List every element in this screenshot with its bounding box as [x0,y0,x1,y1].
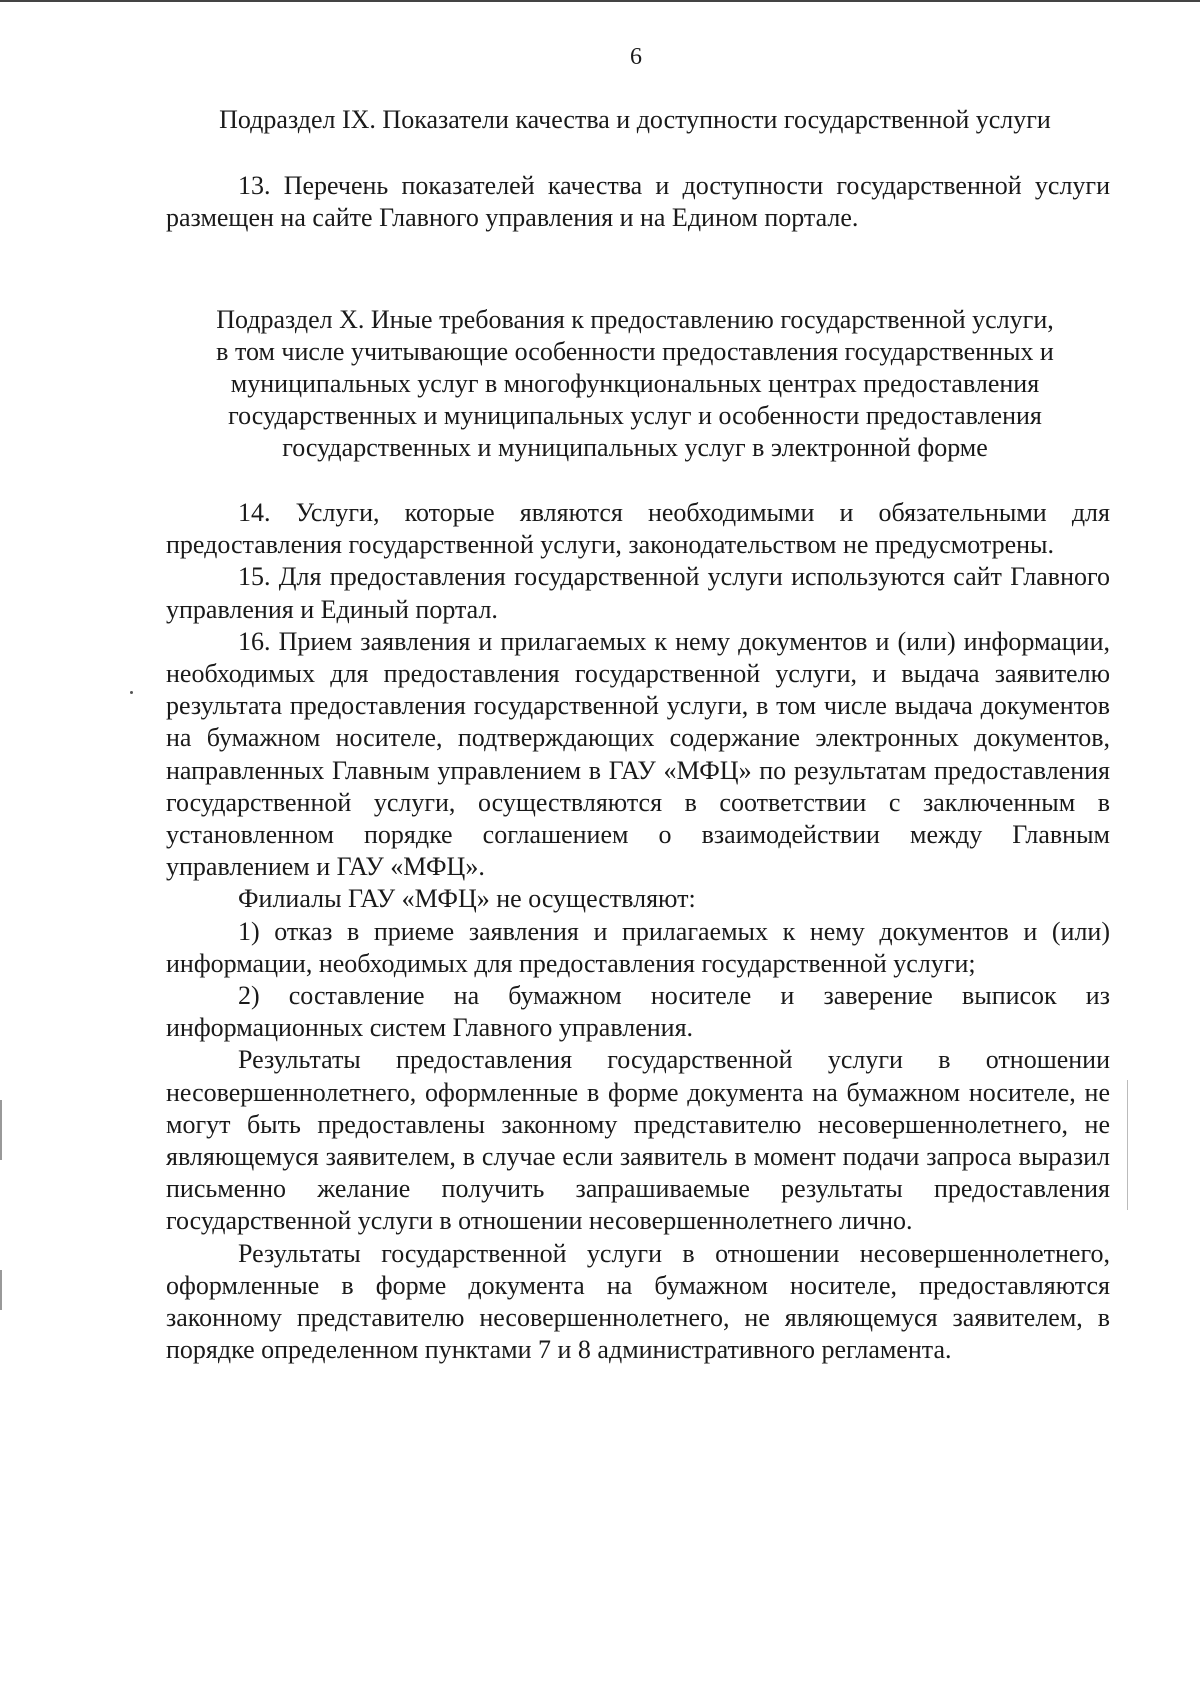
section-x-heading-line: государственных и муниципальных услуг в электронной форме [282,433,988,462]
section-x-heading-line: в том числе учитывающие особенности предоставления государственных и [216,337,1054,366]
scan-edge-mark [1127,1080,1128,1210]
section-x-heading [166,304,1104,464]
paragraph-minor-results-restriction: Результаты предоставления государственной услуги в отношении несовершеннолетнего, оформленные в форме документа на бумажном носителе, не могут быть предоставлены законному представителю несовершеннолетнего, не являющемуся заявителем, в случае если заявитель в момент подачи запроса выразил письменно желание получить запрашиваемые результаты предоставления государственной услуги в отношении несовершеннолетнего лично. [166,1045,1110,1236]
section-x-heading-line: муниципальных услуг в многофункциональных центрах предоставления [230,369,1040,398]
section-x-heading-line: Подраздел X. Иные требования к предоставлению государственной услуги, [216,305,1054,334]
paragraph-branches-intro: Филиалы ГАУ «МФЦ» не осуществляют: [238,884,696,914]
scan-speck [130,691,133,694]
paragraph-16: 16. Прием заявления и прилагаемых к нему документов и (или) информации, необходимых для предоставления государственной услуги, и выдача заявителю результата предоставления государственной услуги, в том числе выдача документов на бумажном носителе, подтверждающих содержание электронных документов, направленных Главным управлением в ГАУ «МФЦ» по результатам предоставления государственной услуги, осуществляются в соответствии с заключенным в установленном порядке соглашением о взаимодействии между Главным управлением и ГАУ «МФЦ». [166,626,1110,882]
section-x-body [166,497,1110,1366]
scan-edge-mark [0,1270,2,1310]
section-ix-body [166,170,1110,234]
scan-edge-mark [0,1100,2,1160]
paragraph-branches-item-1: 1) отказ в приеме заявления и прилагаемых к нему документов и (или) информации, необходимых для предоставления государственной услуги; [166,916,1110,978]
scan-top-edge [0,0,1200,2]
paragraph-15: 15. Для предоставления государственной услуги используются сайт Главного управления и Единый портал. [166,562,1110,624]
paragraph-14: 14. Услуги, которые являются необходимыми и обязательными для предоставления государственной услуги, законодательством не предусмотрены. [166,498,1110,560]
page-number: 6 [630,44,642,70]
paragraph-13: 13. Перечень показателей качества и доступности государственной услуги размещен на сайте Главного управления и на Едином портале. [166,171,1110,233]
section-x-heading-line: государственных и муниципальных услуг и особенности предоставления [228,401,1042,430]
paragraph-branches-item-2: 2) составление на бумажном носителе и заверение выписок из информационных систем Главного управления. [166,981,1110,1043]
section-ix-heading: Подраздел IX. Показатели качества и доступности государственной услуги [219,105,1051,134]
paragraph-minor-results-delivery: Результаты государственной услуги в отношении несовершеннолетнего, оформленные в форме документа на бумажном носителе, предоставляются законному представителю несовершеннолетнего, не являющемуся заявителем, в порядке определенном пунктами 7 и 8 административного регламента. [166,1238,1110,1365]
